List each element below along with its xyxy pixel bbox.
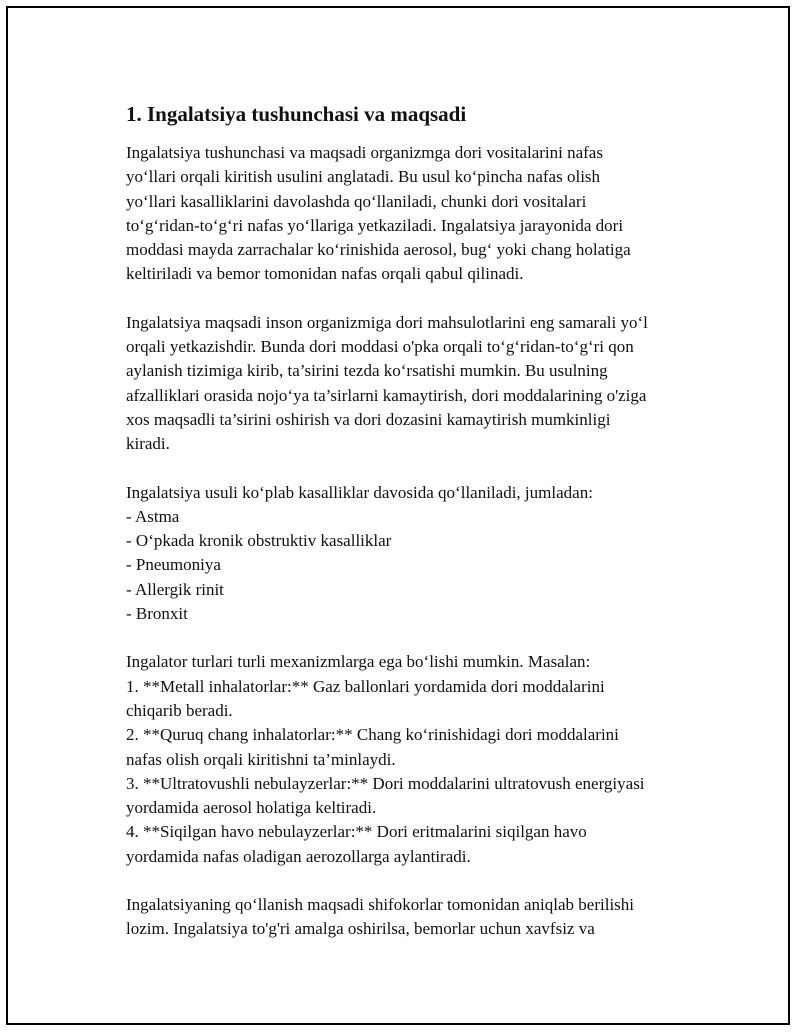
list-item: 2. **Quruq chang inhalatorlar:** Chang ko‘rinishidagi dori moddalarini — [126, 725, 619, 745]
text-line: Ingalator turlari turli mexanizmlarga ega bo‘lishi mumkin. Masalan: — [126, 652, 591, 672]
list-item: - Pneumoniya — [126, 555, 221, 575]
list-item: 3. **Ultratovushli nebulayzerlar:** Dori moddalarini ultratovush energiyasi — [126, 773, 645, 793]
text-line: Ingalatsiya maqsadi inson organizmiga dori mahsulotlarini eng samarali yo‘l — [126, 312, 648, 332]
paragraph-diseases-list — [126, 481, 706, 627]
list-item: - Astma — [126, 506, 180, 526]
list-item: - Allergik rinit — [126, 579, 224, 599]
text-line: yordamida aerosol holatiga keltiradi. — [126, 798, 377, 818]
list-item: - O‘pkada kronik obstruktiv kasalliklar — [126, 531, 392, 551]
list-item: 1. **Metall inhalatorlar:** Gaz ballonlari yordamida dori moddalarini — [126, 676, 605, 696]
page-frame — [6, 6, 790, 1025]
text-line: Ingalatsiyaning qo‘llanish maqsadi shifokorlar tomonidan aniqlab berilishi — [126, 895, 635, 915]
text-line: afzalliklari orasida nojo‘ya ta’sirlarni kamaytirish, dori moddalarining o'ziga — [126, 385, 647, 405]
list-item: - Bronxit — [126, 604, 188, 624]
text-line: xos maqsadli ta’sirini oshirish va dori dozasini kamaytirish mumkinligi — [126, 409, 611, 429]
text-line: orqali yetkazishdir. Bunda dori moddasi o'pka orqali to‘g‘ridan-to‘g‘ri qon — [126, 337, 634, 357]
text-line: nafas olish orqali kiritishni ta’minlaydi. — [126, 749, 396, 769]
paragraph-purpose — [126, 311, 706, 457]
section-heading: 1. Ingalatsiya tushunchasi va maqsadi — [126, 102, 467, 126]
text-line: moddasi mayda zarrachalar ko‘rinishida aerosol, bug‘ yoki chang holatiga — [126, 240, 631, 260]
text-line: to‘g‘ridan-to‘g‘ri nafas yo‘llariga yetkaziladi. Ingalatsiya jarayonida dori — [126, 215, 624, 235]
document-body — [126, 100, 706, 966]
text-line: chiqarib beradi. — [126, 700, 233, 720]
text-line: keltiriladi va bemor tomonidan nafas orqali qabul qilinadi. — [126, 264, 524, 284]
paragraph-definition — [126, 141, 706, 287]
text-line: yo‘llari orqali kiritish usulini anglatadi. Bu usul ko‘pincha nafas olish — [126, 167, 601, 187]
paragraph-conclusion — [126, 893, 706, 942]
text-line: lozim. Ingalatsiya to'g'ri amalga oshirilsa, bemorlar uchun xavfsiz va — [126, 919, 595, 939]
text-line: kiradi. — [126, 434, 170, 454]
text-line: yo‘llari kasalliklarini davolashda qo‘llaniladi, chunki dori vositalari — [126, 191, 587, 211]
paragraph-inhaler-types — [126, 650, 706, 869]
text-line: Ingalatsiya usuli ko‘plab kasalliklar davosida qo‘llaniladi, jumladan: — [126, 482, 593, 502]
list-item: 4. **Siqilgan havo nebulayzerlar:** Dori eritmalarini siqilgan havo — [126, 822, 587, 842]
text-line: yordamida nafas oladigan aerozollarga aylantiradi. — [126, 846, 471, 866]
text-line: aylanish tizimiga kirib, ta’sirini tezda ko‘rsatishi mumkin. Bu usulning — [126, 361, 608, 381]
text-line: Ingalatsiya tushunchasi va maqsadi organizmga dori vositalarini nafas — [126, 143, 603, 162]
